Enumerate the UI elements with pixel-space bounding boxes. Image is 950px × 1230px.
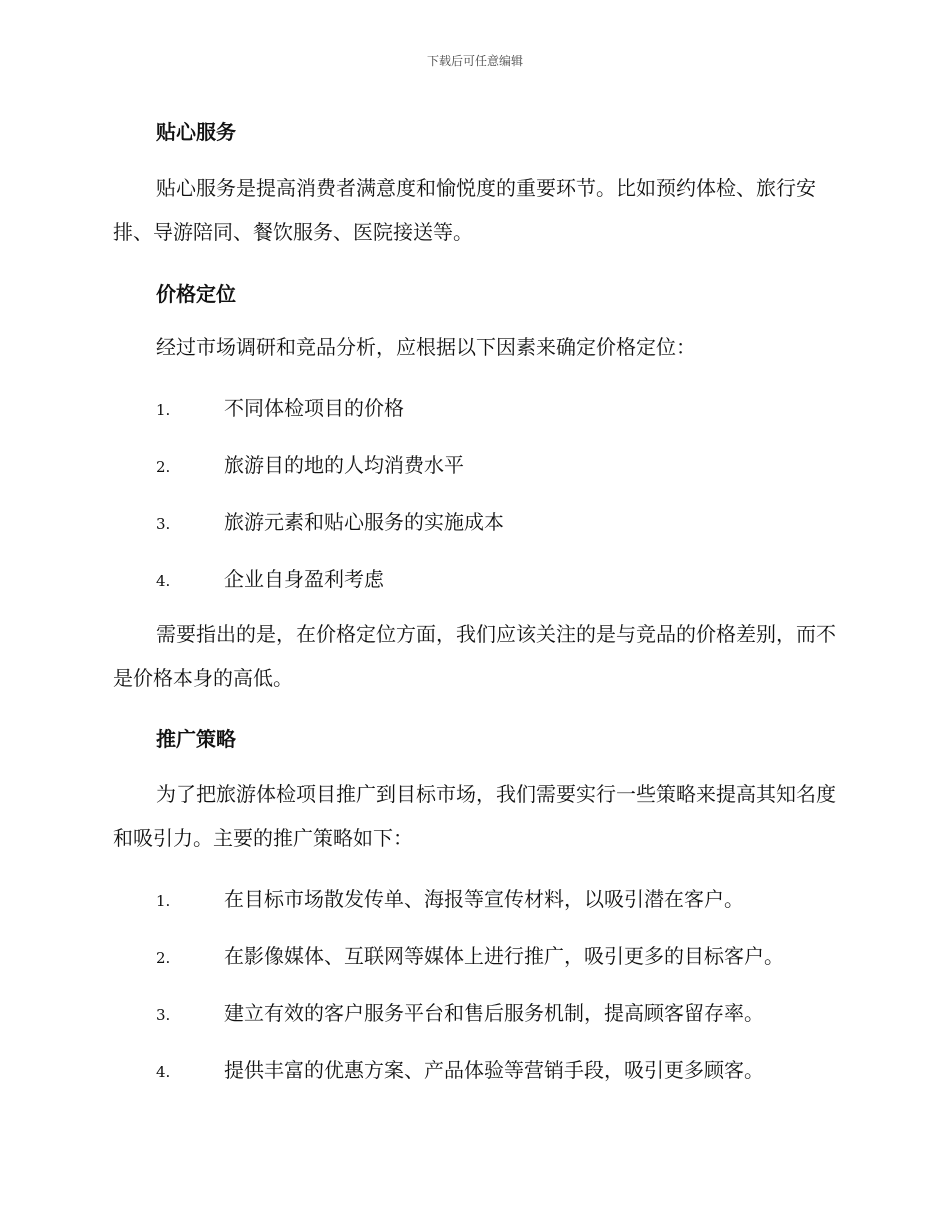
list-text: 旅游目的地的人均消费水平 bbox=[224, 453, 464, 477]
list-number: 3. bbox=[156, 515, 171, 533]
pricing-list-item bbox=[156, 449, 464, 478]
list-text: 提供丰富的优惠方案、产品体验等营销手段，吸引更多顾客。 bbox=[224, 1058, 764, 1082]
promotion-list-item bbox=[156, 997, 764, 1026]
list-number: 2. bbox=[156, 949, 171, 967]
section-title-promotion: 推广策略 bbox=[156, 727, 236, 751]
list-text: 在目标市场散发传单、海报等宣传材料，以吸引潜在客户。 bbox=[224, 887, 744, 911]
list-text: 旅游元素和贴心服务的实施成本 bbox=[224, 510, 504, 534]
list-number: 2. bbox=[156, 458, 171, 476]
promotion-list-item bbox=[156, 1054, 764, 1083]
page-header: 下载后可任意编辑 bbox=[426, 54, 523, 68]
pricing-intro: 经过市场调研和竞品分析，应根据以下因素来确定价格定位： bbox=[156, 335, 696, 359]
promotion-intro: 为了把旅游体检项目推广到目标市场，我们需要实行一些策略来提高其知名度和吸引力。主要的推广策略如下： bbox=[113, 782, 836, 850]
list-number: 4. bbox=[156, 572, 171, 590]
pricing-list-item bbox=[156, 563, 384, 592]
service-paragraph: 贴心服务是提高消费者满意度和愉悦度的重要环节。比如预约体检、旅行安排、导游陪同、餐饮服务、医院接送等。 bbox=[113, 176, 816, 244]
list-number: 1. bbox=[156, 892, 171, 910]
list-number: 1. bbox=[156, 401, 171, 419]
list-text: 企业自身盈利考虑 bbox=[224, 567, 384, 591]
pricing-note: 需要指出的是，在价格定位方面，我们应该关注的是与竞品的价格差别，而不是价格本身的高低。 bbox=[113, 622, 836, 690]
section-title-service: 贴心服务 bbox=[156, 120, 236, 144]
promotion-list-item bbox=[156, 883, 744, 912]
pricing-list-item bbox=[156, 392, 404, 421]
section-title-pricing: 价格定位 bbox=[156, 282, 236, 306]
list-text: 建立有效的客户服务平台和售后服务机制，提高顾客留存率。 bbox=[224, 1001, 764, 1025]
list-number: 4. bbox=[156, 1063, 171, 1081]
list-number: 3. bbox=[156, 1006, 171, 1024]
pricing-list-item bbox=[156, 506, 504, 535]
list-text: 在影像媒体、互联网等媒体上进行推广，吸引更多的目标客户。 bbox=[224, 944, 784, 968]
promotion-list-item bbox=[156, 940, 784, 969]
list-text: 不同体检项目的价格 bbox=[224, 396, 404, 420]
